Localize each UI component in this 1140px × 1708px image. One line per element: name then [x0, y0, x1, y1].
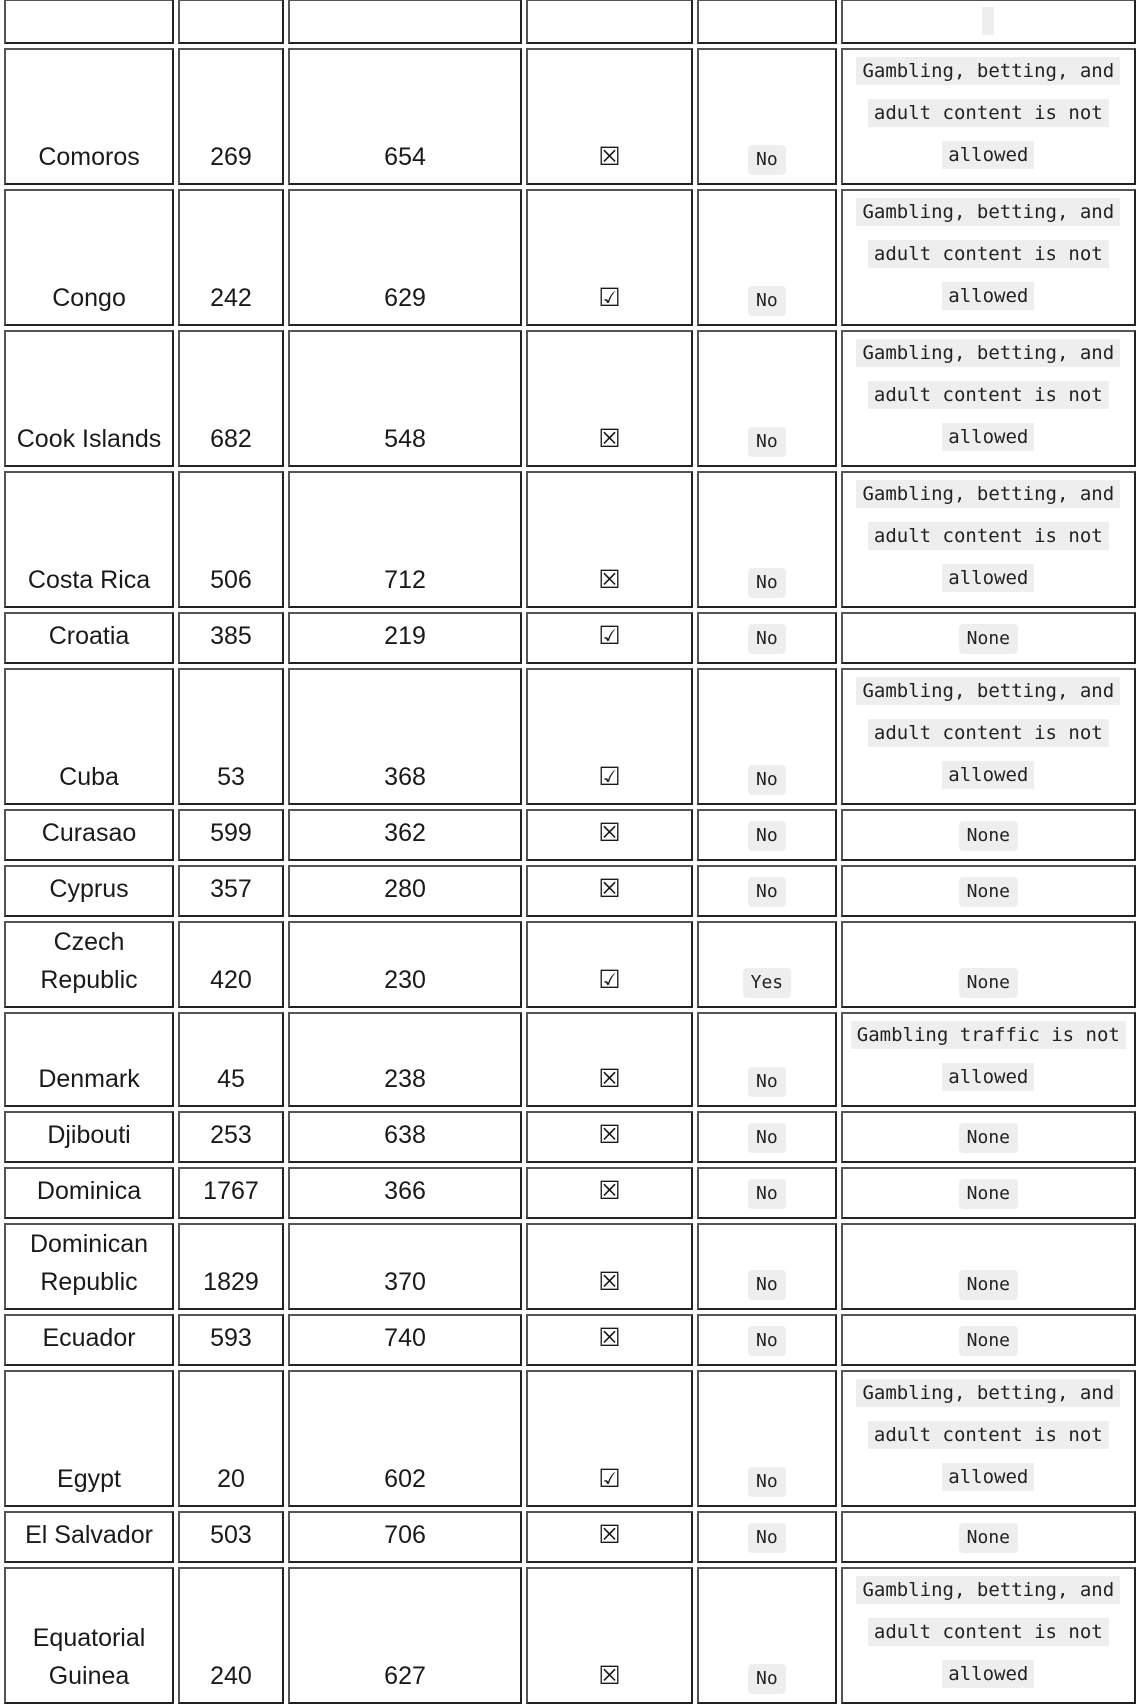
crossed-box-icon: ☒ — [598, 1064, 621, 1093]
table-row — [4, 921, 1136, 1008]
value-cell: 230 — [288, 921, 522, 1008]
restriction-text: None — [959, 1270, 1018, 1300]
country-cell: Curasao — [4, 809, 174, 861]
restriction-text: None — [959, 968, 1018, 998]
flag-cell — [697, 48, 837, 185]
restriction-cell — [841, 0, 1136, 44]
country-cell: Djibouti — [4, 1111, 174, 1163]
code-cell: 269 — [178, 48, 284, 185]
restriction-text: Gambling, betting, and adult content is not allowed — [856, 339, 1120, 451]
crossed-box-icon: ☒ — [598, 1520, 621, 1549]
status-mark-cell — [526, 865, 693, 917]
code-cell — [178, 0, 284, 44]
restriction-text: Gambling, betting, and adult content is not allowed — [856, 198, 1120, 310]
table-row — [4, 1314, 1136, 1366]
crossed-box-icon: ☒ — [598, 424, 621, 453]
value-cell: 366 — [288, 1167, 522, 1219]
flag-badge: No — [748, 1123, 786, 1153]
checked-box-icon: ☑ — [598, 762, 621, 791]
code-cell: 593 — [178, 1314, 284, 1366]
status-mark-cell — [526, 668, 693, 805]
flag-badge: No — [748, 286, 786, 316]
flag-cell — [697, 1167, 837, 1219]
restriction-text: Gambling, betting, and adult content is not allowed — [856, 1379, 1120, 1491]
code-cell: 240 — [178, 1567, 284, 1704]
country-cell: Comoros — [4, 48, 174, 185]
table-row — [4, 0, 1136, 44]
flag-badge: No — [748, 821, 786, 851]
restriction-cell — [841, 1167, 1136, 1219]
restriction-text: Gambling, betting, and adult content is not allowed — [856, 677, 1120, 789]
restriction-text: None — [959, 1179, 1018, 1209]
crossed-box-icon: ☒ — [598, 1323, 621, 1352]
country-cell: Ecuador — [4, 1314, 174, 1366]
restriction-cell — [841, 612, 1136, 664]
status-mark-cell — [526, 48, 693, 185]
flag-badge: No — [748, 427, 786, 457]
crossed-box-icon: ☒ — [598, 142, 621, 171]
country-cell: Czech Republic — [4, 921, 174, 1008]
flag-badge: No — [748, 568, 786, 598]
restriction-text: Gambling, betting, and adult content is not allowed — [856, 57, 1120, 169]
country-cell: Costa Rica — [4, 471, 174, 608]
country-table-body — [4, 0, 1136, 1704]
value-cell: 362 — [288, 809, 522, 861]
table-row — [4, 809, 1136, 861]
flag-badge: No — [748, 1067, 786, 1097]
restriction-text: None — [959, 624, 1018, 654]
code-cell: 242 — [178, 189, 284, 326]
country-cell: Congo — [4, 189, 174, 326]
code-cell: 420 — [178, 921, 284, 1008]
restriction-text: None — [959, 1123, 1018, 1153]
restriction-cell — [841, 48, 1136, 185]
restriction-cell — [841, 1111, 1136, 1163]
crossed-box-icon: ☒ — [598, 1176, 621, 1205]
table-row — [4, 1567, 1136, 1704]
flag-badge: No — [748, 1467, 786, 1497]
value-cell: 548 — [288, 330, 522, 467]
table-row — [4, 1370, 1136, 1507]
status-mark-cell — [526, 1511, 693, 1563]
code-cell: 503 — [178, 1511, 284, 1563]
restriction-text: None — [959, 821, 1018, 851]
status-mark-cell — [526, 1111, 693, 1163]
restriction-text: None — [959, 1326, 1018, 1356]
restriction-text: Gambling, betting, and adult content is not allowed — [856, 480, 1120, 592]
status-mark-cell — [526, 189, 693, 326]
flag-cell — [697, 1314, 837, 1366]
value-cell: 370 — [288, 1223, 522, 1310]
flag-badge: No — [748, 877, 786, 907]
code-cell: 253 — [178, 1111, 284, 1163]
value-cell: 368 — [288, 668, 522, 805]
code-cell: 682 — [178, 330, 284, 467]
restriction-cell — [841, 809, 1136, 861]
restriction-text: None — [959, 1523, 1018, 1553]
value-cell: 627 — [288, 1567, 522, 1704]
flag-cell — [697, 1012, 837, 1107]
country-cell: Denmark — [4, 1012, 174, 1107]
restriction-cell — [841, 1314, 1136, 1366]
country-cell: Cyprus — [4, 865, 174, 917]
code-cell: 45 — [178, 1012, 284, 1107]
status-mark-cell — [526, 1012, 693, 1107]
crossed-box-icon: ☒ — [598, 874, 621, 903]
country-cell: El Salvador — [4, 1511, 174, 1563]
restriction-text: Gambling, betting, and adult content is not allowed — [856, 1576, 1120, 1688]
flag-badge: No — [748, 145, 786, 175]
flag-badge: Yes — [743, 968, 792, 998]
crossed-box-icon: ☒ — [598, 1120, 621, 1149]
flag-badge: No — [748, 1179, 786, 1209]
restriction-cell — [841, 1567, 1136, 1704]
status-mark-cell — [526, 809, 693, 861]
table-row — [4, 865, 1136, 917]
restriction-cell — [841, 330, 1136, 467]
value-cell: 706 — [288, 1511, 522, 1563]
value-cell: 629 — [288, 189, 522, 326]
status-mark-cell — [526, 921, 693, 1008]
value-cell: 602 — [288, 1370, 522, 1507]
flag-cell — [697, 0, 837, 44]
flag-badge: No — [748, 1664, 786, 1694]
country-cell — [4, 0, 174, 44]
flag-badge: No — [748, 1326, 786, 1356]
value-cell: 638 — [288, 1111, 522, 1163]
code-cell: 357 — [178, 865, 284, 917]
table-row — [4, 1012, 1136, 1107]
country-cell: Dominica — [4, 1167, 174, 1219]
flag-cell — [697, 330, 837, 467]
status-mark-cell — [526, 0, 693, 44]
crossed-box-icon: ☒ — [598, 818, 621, 847]
flag-badge: No — [748, 624, 786, 654]
flag-badge: No — [748, 765, 786, 795]
flag-cell — [697, 668, 837, 805]
checked-box-icon: ☑ — [598, 965, 621, 994]
restriction-cell — [841, 471, 1136, 608]
crossed-box-icon: ☒ — [598, 1267, 621, 1296]
checked-box-icon: ☑ — [598, 621, 621, 650]
restriction-cell — [841, 865, 1136, 917]
table-row — [4, 612, 1136, 664]
table-row — [4, 668, 1136, 805]
restriction-cell — [841, 1223, 1136, 1310]
code-cell: 20 — [178, 1370, 284, 1507]
value-cell: 740 — [288, 1314, 522, 1366]
country-cell: Cook Islands — [4, 330, 174, 467]
flag-cell — [697, 865, 837, 917]
status-mark-cell — [526, 612, 693, 664]
crossed-box-icon: ☒ — [598, 1661, 621, 1690]
table-row — [4, 1111, 1136, 1163]
checked-box-icon: ☑ — [598, 283, 621, 312]
country-cell: Egypt — [4, 1370, 174, 1507]
status-mark-cell — [526, 1370, 693, 1507]
restriction-cell — [841, 189, 1136, 326]
code-cell: 53 — [178, 668, 284, 805]
restriction-text: None — [959, 877, 1018, 907]
flag-cell — [697, 921, 837, 1008]
flag-cell — [697, 1370, 837, 1507]
status-mark-cell — [526, 330, 693, 467]
flag-badge: No — [748, 1523, 786, 1553]
country-cell: Croatia — [4, 612, 174, 664]
table-row — [4, 189, 1136, 326]
restriction-cell — [841, 668, 1136, 805]
value-cell: 280 — [288, 865, 522, 917]
status-mark-cell — [526, 1567, 693, 1704]
restriction-text: Gambling traffic is not allowed — [851, 1021, 1126, 1091]
flag-cell — [697, 1511, 837, 1563]
flag-cell — [697, 809, 837, 861]
country-cell: Cuba — [4, 668, 174, 805]
restriction-text — [982, 7, 994, 35]
flag-cell — [697, 1567, 837, 1704]
status-mark-cell — [526, 1223, 693, 1310]
value-cell — [288, 0, 522, 44]
value-cell: 219 — [288, 612, 522, 664]
value-cell: 238 — [288, 1012, 522, 1107]
code-cell: 599 — [178, 809, 284, 861]
table-row — [4, 1223, 1136, 1310]
restriction-cell — [841, 1511, 1136, 1563]
restriction-cell — [841, 1370, 1136, 1507]
table-row — [4, 48, 1136, 185]
value-cell: 712 — [288, 471, 522, 608]
table-row — [4, 471, 1136, 608]
flag-cell — [697, 471, 837, 608]
status-mark-cell — [526, 1167, 693, 1219]
table-row — [4, 330, 1136, 467]
code-cell: 506 — [178, 471, 284, 608]
checked-box-icon: ☑ — [598, 1464, 621, 1493]
code-cell: 385 — [178, 612, 284, 664]
flag-cell — [697, 1223, 837, 1310]
restriction-cell — [841, 1012, 1136, 1107]
status-mark-cell — [526, 471, 693, 608]
flag-cell — [697, 1111, 837, 1163]
table-row — [4, 1511, 1136, 1563]
flag-cell — [697, 612, 837, 664]
status-mark-cell — [526, 1314, 693, 1366]
crossed-box-icon: ☒ — [598, 565, 621, 594]
table-row — [4, 1167, 1136, 1219]
code-cell: 1829 — [178, 1223, 284, 1310]
restriction-cell — [841, 921, 1136, 1008]
country-cell: Dominican Republic — [4, 1223, 174, 1310]
flag-cell — [697, 189, 837, 326]
code-cell: 1767 — [178, 1167, 284, 1219]
country-cell: Equatorial Guinea — [4, 1567, 174, 1704]
flag-badge: No — [748, 1270, 786, 1300]
value-cell: 654 — [288, 48, 522, 185]
